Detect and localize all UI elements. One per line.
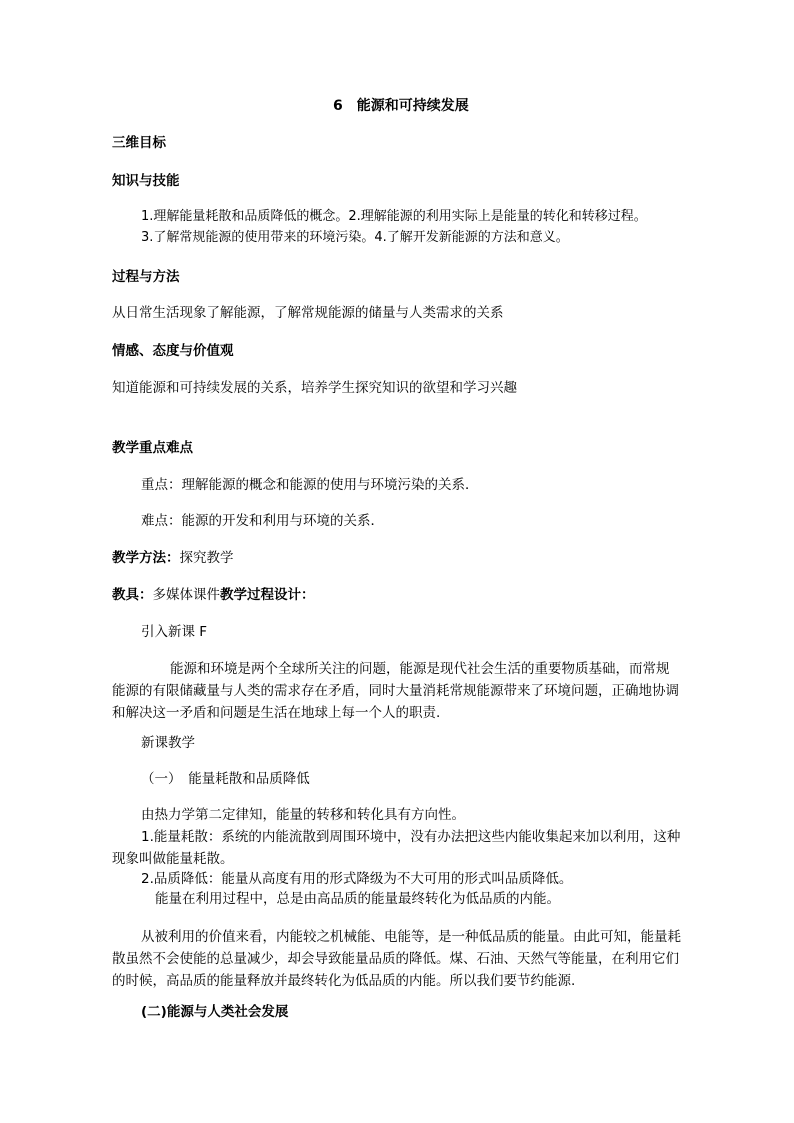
heading-process-method: 过程与方法 <box>112 269 180 285</box>
process-method-text: 从日常生活现象了解能源，了解常规能源的储量与人类需求的关系 <box>112 305 504 321</box>
intro-heading: 引入新课 F <box>141 624 208 640</box>
heading-key-difficult: 教学重点难点 <box>112 440 193 456</box>
teaching-method-label: 教学方法： <box>112 550 180 566</box>
part-one-p2: 1.能量耗散：系统的内能流散到周围环境中，没有办法把这些内能收集起来加以利用，这种现象叫做能量耗散。 <box>112 829 681 867</box>
intro-paragraph: 能源和环境是两个全球所关注的问题，能源是现代社会生活的重要物质基础，而常规能源的有限储藏量与人类的需求存在矛盾，同时大量消耗常规能源带来了环境问题，正确地协调和解决这一矛盾和问题是生活在地球上每一个人的职责. <box>112 661 679 721</box>
knowledge-line-1: 1.理解能量耗散和品质降低的概念。2.理解能源的利用实际上是能量的转化和转移过程。 <box>141 209 647 224</box>
teaching-method-value: 探究教学 <box>179 550 234 566</box>
heading-knowledge-skills: 知识与技能 <box>112 173 180 189</box>
part-one-p1: 由热力学第二定律知，能量的转移和转化具有方向性。 <box>141 807 465 823</box>
part-one-title: （一） 能量耗散和品质降低 <box>141 771 310 787</box>
tools-value: 多媒体课件 <box>152 587 220 603</box>
teaching-method <box>112 549 234 567</box>
emotion-text: 知道能源和可持续发展的关系，培养学生探究知识的欲望和学习兴趣 <box>112 380 517 396</box>
part-one-p5: 从被利用的价值来看，内能较之机械能、电能等，是一种低品质的能量。由此可知，能量耗散虽然不会使能的总量减少，却会导致能量品质的降低。煤、石油、天然气等能量，在利用它们的时候，高品质的能量释放并最终转化为低品质的内能。所以我们要节约能源. <box>112 929 681 989</box>
difficult-point: 难点：能源的开发和利用与环境的关系． <box>141 513 384 529</box>
tools-label: 教具： <box>112 587 153 603</box>
key-point: 重点：理解能源的概念和能源的使用与环境污染的关系． <box>141 477 479 493</box>
knowledge-line-2: 3.了解常规能源的使用带来的环境污染。4.了解开发新能源的方法和意义。 <box>141 230 569 245</box>
page-title: 6 能源和可持续发展 <box>333 98 469 114</box>
part-one-p3: 2.品质降低：能量从高度有用的形式降级为不大可用的形式叫品质降低。 <box>141 871 573 887</box>
teaching-tools <box>112 586 315 604</box>
process-design-label: 教学过程设计： <box>220 587 315 603</box>
part-two-title: (二)能源与人类社会发展 <box>141 1004 289 1020</box>
heading-emotion: 情感、态度与价值观 <box>112 343 234 359</box>
new-lesson-heading: 新课教学 <box>141 735 195 751</box>
part-one-p4: 能量在利用过程中，总是由高品质的能量最终转化为低品质的内能。 <box>155 891 560 907</box>
heading-three-goals: 三维目标 <box>112 135 166 151</box>
